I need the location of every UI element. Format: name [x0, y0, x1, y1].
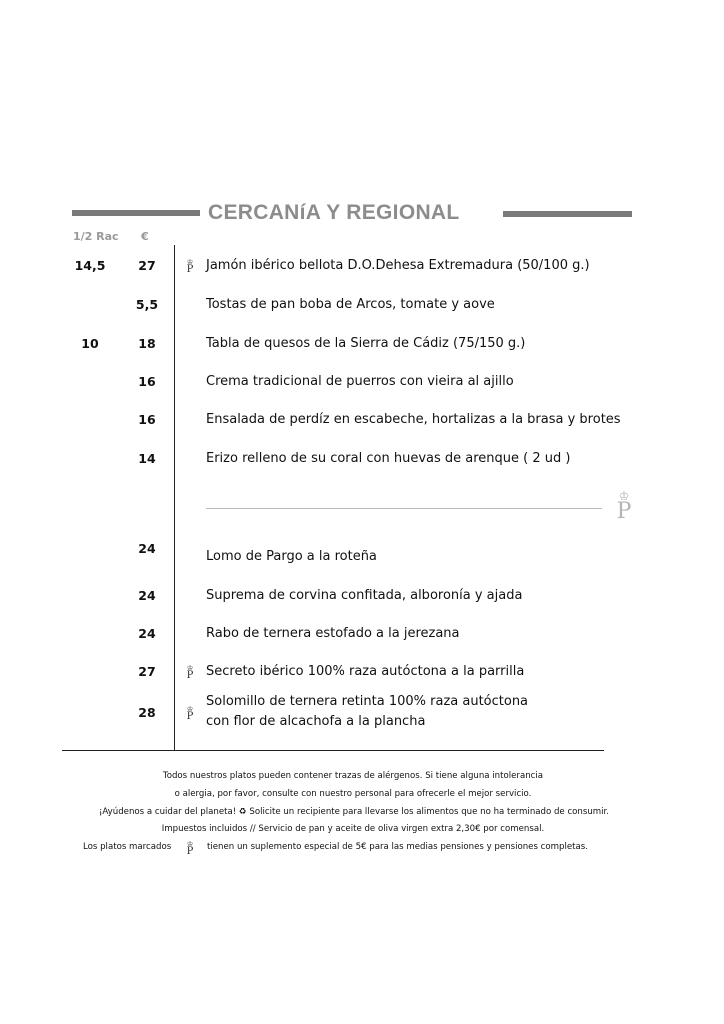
section-title: CERCANíA Y REGIONAL [208, 201, 460, 224]
price: 24 [138, 541, 156, 556]
dish-name: Lomo de Pargo a la roteña [206, 549, 377, 564]
p-logo [612, 491, 636, 523]
supplement-mark [183, 841, 197, 856]
dish-name: Solomillo de ternera retinta 100% raza autóctona [206, 694, 529, 709]
p-mark-letter: P [186, 846, 194, 857]
supplement-note-a: Los platos marcados [83, 842, 172, 852]
dish-name: Crema tradicional de puerros con vieira al ajillo [206, 374, 514, 389]
p-logo-letter: P [616, 499, 632, 524]
allergen-note: Todos nuestros platos pueden contener trazas de alérgenos. Si tiene alguna intolerancia [162, 771, 544, 781]
crown-icon: ♔ [186, 705, 194, 713]
p-mark-letter: P [186, 264, 194, 275]
price: 5,5 [135, 297, 159, 312]
price: 24 [138, 588, 156, 603]
p-mark-letter: P [186, 711, 194, 722]
supplement-note-b: tienen un suplemento especial de 5€ para las medias pensiones y pensiones completas. [207, 842, 588, 852]
dish-name: Rabo de ternera estofado a la jerezana [206, 626, 460, 641]
price: 27 [138, 258, 156, 273]
half-price: 14,5 [74, 258, 106, 273]
planet-note: ¡Ayúdenos a cuidar del planeta! ♻ Solicite un recipiente para llevarse los alimentos que no ha terminado de consumir. [98, 807, 610, 817]
price: 16 [138, 412, 156, 427]
dish-name-line2: con flor de alcachofa a la plancha [206, 714, 426, 729]
dish-name: Jamón ibérico bellota D.O.Dehesa Extremadura (50/100 g.) [206, 258, 590, 273]
price: 18 [138, 336, 156, 351]
dish-name: Suprema de corvina confitada, alboronía y ajada [206, 588, 523, 603]
title-bar-left [72, 210, 200, 216]
section-separator [206, 508, 602, 509]
dish-name: Secreto ibérico 100% raza autóctona a la parrilla [206, 664, 525, 679]
crown-icon: ♔ [186, 840, 194, 848]
allergen-note-2: o alergia, por favor, consulte con nuestro personal para ofrecerle el mejor servicio. [174, 789, 532, 799]
supplement-mark [183, 259, 197, 274]
crown-icon: ♔ [618, 489, 630, 503]
title-bar-right [503, 211, 632, 217]
half-price: 10 [81, 336, 99, 351]
supplement-mark [183, 665, 197, 680]
price: 27 [138, 664, 156, 679]
tax-note: Impuestos incluidos // Servicio de pan y aceite de oliva virgen extra 2,30€ por comensal. [161, 824, 545, 834]
price-header: € [141, 230, 149, 243]
dish-name: Ensalada de perdíz en escabeche, hortalizas a la brasa y brotes [206, 412, 621, 427]
price: 16 [138, 374, 156, 389]
column-divider [174, 245, 175, 751]
supplement-mark [183, 706, 197, 721]
dish-name: Tabla de quesos de la Sierra de Cádiz (75/150 g.) [206, 336, 526, 351]
half-portion-header: 1/2 Rac [73, 230, 119, 243]
dish-name: Erizo relleno de su coral con huevas de arenque ( 2 ud ) [206, 451, 571, 466]
bottom-rule [62, 750, 604, 751]
crown-icon: ♔ [186, 664, 194, 672]
price: 28 [138, 705, 156, 720]
price: 14 [138, 451, 156, 466]
p-mark-letter: P [186, 670, 194, 681]
crown-icon: ♔ [186, 258, 194, 266]
dish-name: Tostas de pan boba de Arcos, tomate y aove [206, 297, 495, 312]
price: 24 [138, 626, 156, 641]
